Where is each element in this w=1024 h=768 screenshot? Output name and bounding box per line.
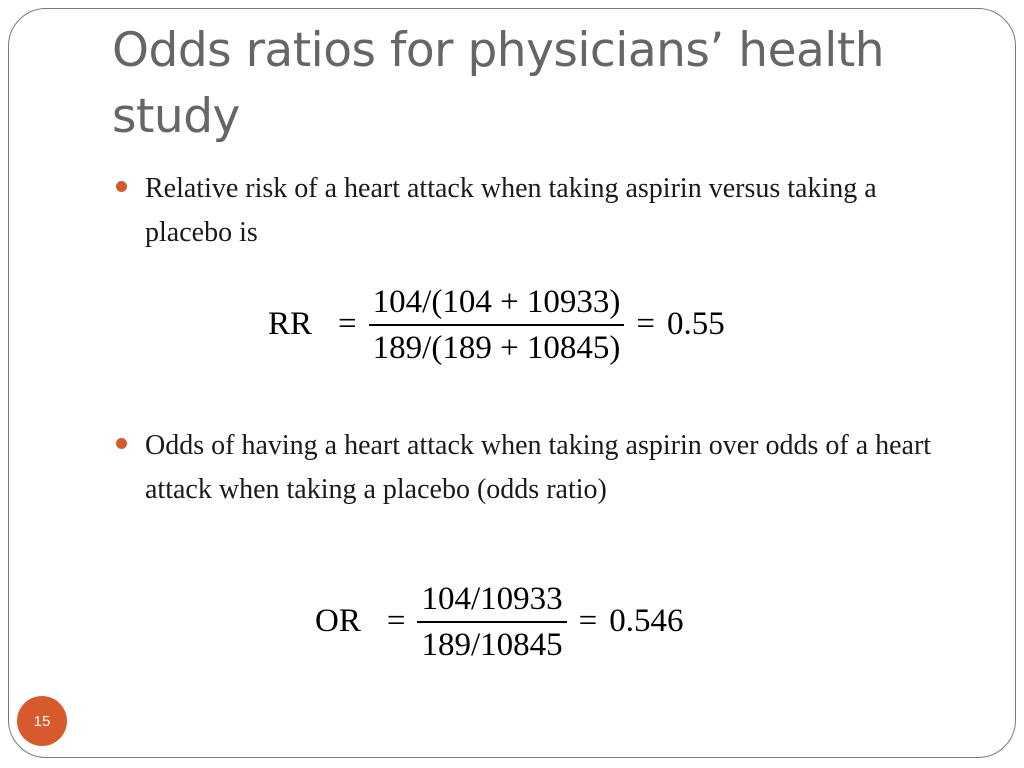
or-equals-sign: = <box>386 603 406 640</box>
or-label: OR <box>315 603 361 640</box>
rr-label: RR <box>268 306 313 343</box>
page-number-badge: 15 <box>17 696 67 746</box>
or-fraction <box>417 577 566 667</box>
bullet-dot-icon <box>116 181 127 192</box>
or-equation <box>315 577 684 667</box>
bullet-dot-icon <box>116 438 127 449</box>
or-numerator: 104/10933 <box>421 581 563 617</box>
rr-equals-sign: = <box>338 306 357 343</box>
rr-equation <box>268 280 725 370</box>
rr-denominator: 189/(189 + 10845) <box>372 329 621 366</box>
or-denominator: 189/10845 <box>421 626 563 663</box>
rr-result-equals-sign: = <box>636 306 656 343</box>
or-result: 0.546 <box>609 603 684 640</box>
rr-result: 0.55 <box>667 306 725 343</box>
rr-fraction <box>369 280 625 370</box>
bullet-relative-risk: Relative risk of a heart attack when taking aspirin versus taking a placebo is <box>145 173 877 248</box>
rr-numerator: 104/(104 + 10933) <box>372 284 621 320</box>
or-result-equals-sign: = <box>578 603 598 640</box>
bullet-odds-ratio: Odds of having a heart attack when taking aspirin over odds of a heart attack when taking a placebo (odds ratio) <box>145 430 932 505</box>
slide-title: Odds ratios for physicians’ health study <box>112 23 885 144</box>
